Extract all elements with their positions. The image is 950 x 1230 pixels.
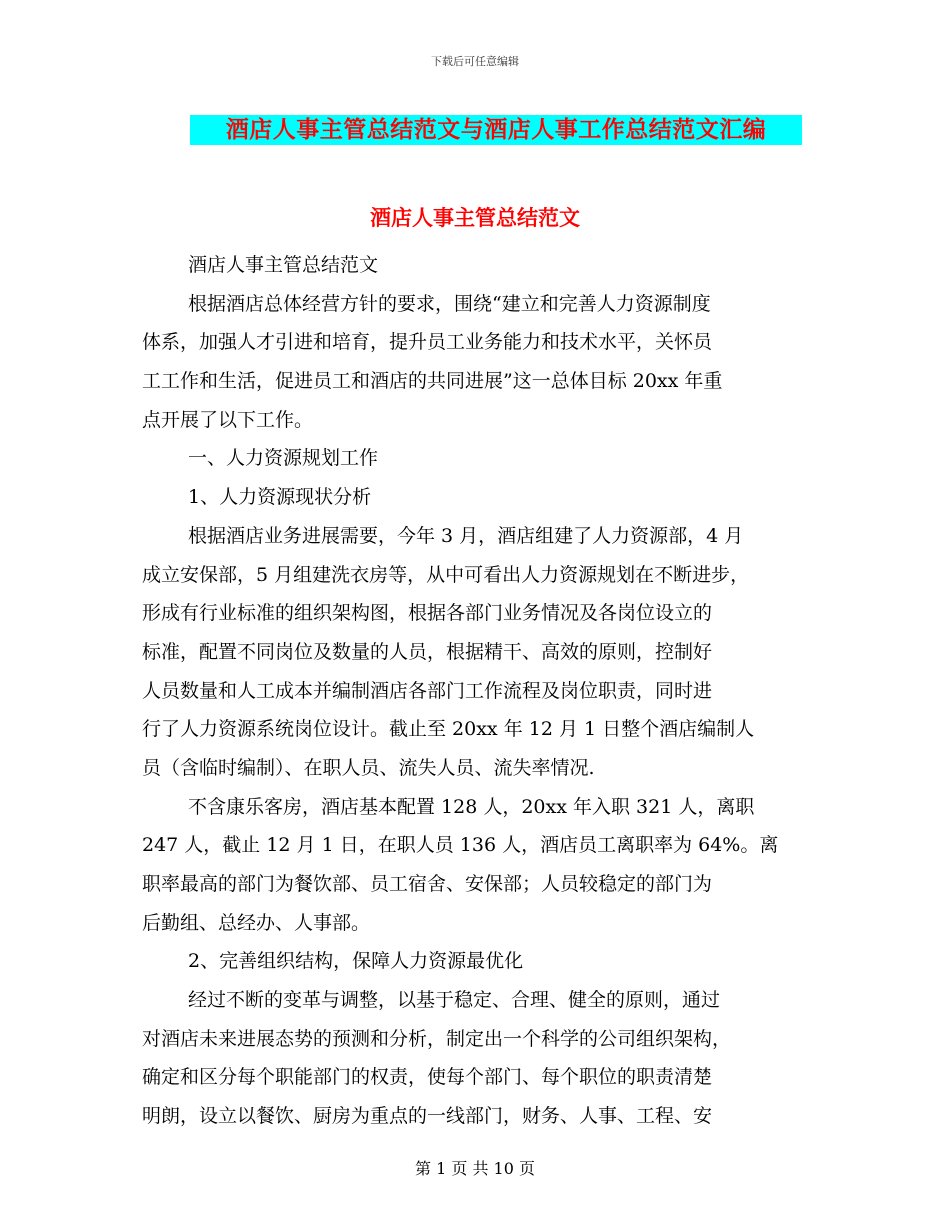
section-title: 酒店人事主管总结范文 [370, 205, 580, 230]
text-line: 确定和区分每个职能部门的权责，使每个部门、每个职位的职责清楚 [142, 1066, 713, 1089]
text-line: 人员数量和人工成本并编制酒店各部门工作流程及岗位职责，同时进 [142, 679, 713, 702]
text-line: 职率最高的部门为餐饮部、员工宿舍、安保部；人员较稳定的部门为 [142, 873, 713, 895]
text-line: 一、人力资源规划工作 [188, 447, 379, 470]
text-line: 行了人力资源系统岗位设计。截止至 20xx 年 12 月 1 日整个酒店编制人 [142, 718, 755, 741]
text-line: 标准，配置不同岗位及数量的人员，根据精干、高效的原则，控制好 [142, 640, 713, 663]
main-title-highlight [190, 115, 802, 145]
text-line: 成立安保部，5 月组建洗衣房等，从中可看出人力资源规划在不断进步， [142, 563, 750, 586]
main-title: 酒店人事主管总结范文与酒店人事工作总结范文汇编 [225, 116, 767, 143]
text-line: 员（含临时编制）、在职人员、流失人员、流失率情况. [142, 756, 595, 779]
text-line: 工工作和生活，促进员工和酒店的共同进展”这一总体目标 20xx 年重 [142, 370, 723, 393]
text-line: 形成有行业标准的组织架构图，根据各部门业务情况及各岗位设立的 [142, 602, 713, 625]
text-line: 根据酒店总体经营方针的要求，围绕“建立和完善人力资源制度 [188, 292, 711, 315]
page-header-note: 下载后可任意编辑 [431, 55, 519, 68]
text-line: 247 人，截止 12 月 1 日，在职人员 136 人，酒店员工离职率为 64%。离 [142, 834, 779, 857]
text-line: 不含康乐客房，酒店基本配置 128 人，20xx 年入职 321 人，离职 [188, 795, 755, 818]
text-line: 点开展了以下工作。 [142, 408, 314, 431]
text-line: 对酒店未来进展态势的预测和分析，制定出一个科学的公司组织架构， [142, 1027, 732, 1050]
text-line: 后勤组、总经办、人事部。 [142, 911, 371, 934]
text-line: 根据酒店业务进展需要，今年 3 月，酒店组建了人力资源部，4 月 [188, 524, 744, 547]
body-text [142, 246, 822, 1136]
text-line: 经过不断的变革与调整，以基于稳定、合理、健全的原则，通过 [188, 989, 721, 1012]
text-line: 2、完善组织结构，保障人力资源最优化 [188, 950, 524, 973]
text-line: 酒店人事主管总结范文 [188, 254, 379, 276]
page-footer: 第 1 页 共 10 页 [415, 1159, 535, 1178]
text-line: 明朗，设立以餐饮、厨房为重点的一线部门，财务、人事、工程、安 [142, 1105, 713, 1128]
text-line: 体系，加强人才引进和培育，提升员工业务能力和技术水平，关怀员 [142, 331, 713, 354]
text-line: 1、人力资源现状分析 [188, 486, 372, 509]
